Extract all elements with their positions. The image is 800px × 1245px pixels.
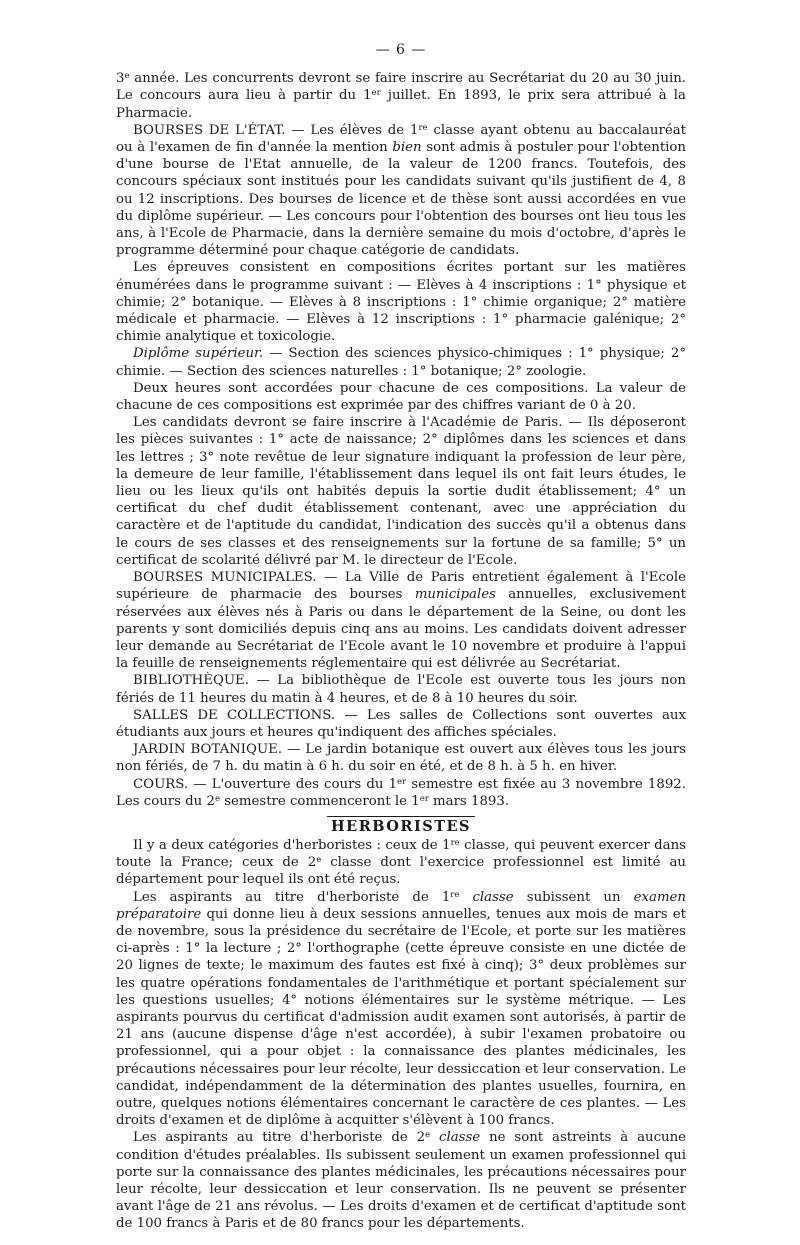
text-run: classe ayant obtenu au baccalauréat ou à l'examen de fin d'année la mention <box>116 122 686 156</box>
page-number: — 6 — <box>375 42 427 58</box>
text-run: JARDIN BOTANIQUE. — Le jardin botanique est ouvert aux élèves tous les jours non fériés, de 7 h. du matin à 6 h. du soir en été, et de 8 h. à 5 h. en hiver. <box>116 742 686 775</box>
section-herboristes <box>116 837 686 1233</box>
paragraph <box>116 70 686 122</box>
text-run: année. Les concurrents devront se faire inscrire au Secrétariat du 20 au 30 juin. Le concours aura lieu à partir du 1 <box>116 71 686 104</box>
superscript: er <box>371 88 381 99</box>
text-run: juillet. En 1893, le prix sera attribué à la Pharmacie. <box>116 88 686 121</box>
superscript: er <box>397 776 407 787</box>
italic-text: classe <box>472 889 514 905</box>
text-run: Deux heures sont accordées pour chacune de ces compositions. La valeur de chacune de ces compositions est exprimée par des chiffres variant de 0 à 20. <box>116 380 686 414</box>
paragraph <box>116 569 686 672</box>
document-page <box>116 42 686 1233</box>
text-run: annuelles, exclusivement réservées aux élèves nés à Paris ou dans le département de la Seine, ou dont les parents y sont domiciliés depuis cinq ans au moins. Les candidats doivent adresser leur demande au Secrétariat de l'Ecole avant le 10 novembre et produire à l'appui la feuille de renseignements réglementaire qui est délivrée au Secrétariat. <box>116 587 686 672</box>
superscript: e <box>214 793 220 804</box>
paragraph <box>116 837 686 889</box>
italic-text: Diplôme supérieur. <box>133 346 264 362</box>
text-run: BIBLIOTHÈQUE. — La bibliothèque de l'Ecole est ouverte tous les jours non fériés de 11 heures du matin à 4 heures, et de 8 à 10 heures du soir. <box>116 673 686 706</box>
italic-text: classe <box>439 1130 481 1146</box>
paragraph <box>116 414 686 569</box>
paragraph <box>116 122 686 260</box>
text-run: Les aspirants au titre d'herboriste de 1 <box>133 889 451 905</box>
superscript: er <box>419 793 429 804</box>
italic-text: bien <box>392 140 422 156</box>
text-run: Les épreuves consistent en compositions écrites portant sur les matières énumérées dans le programme suivant : — Elèves à 4 inscriptions : 1° physique et chimie; 2° botanique. — Elèves à 8 inscriptions : 1° chimie organique; 2° matière médicale et pharmacie. — Elèves à 12 inscriptions : 1° pharmacie galénique; 2° chimie analytique et toxicologie. <box>116 260 686 345</box>
text-run: subissent un <box>513 889 634 905</box>
text-run <box>430 1130 439 1145</box>
paragraph <box>116 259 686 345</box>
italic-text: municipales <box>414 587 496 603</box>
superscript: e <box>425 1130 431 1141</box>
paragraph <box>116 345 686 379</box>
text-run: semestre commenceront le 1 <box>219 793 420 809</box>
superscript: re <box>450 889 460 900</box>
paragraph <box>116 380 686 414</box>
superscript: re <box>450 837 460 848</box>
text-run: SALLES DE COLLECTIONS. — Les salles de Collections sont ouvertes aux étudiants aux jours et heures qu'indiquent des affiches spéciales. <box>116 707 686 740</box>
text-run: 3 <box>116 71 125 87</box>
text-run: qui donne lieu à deux sessions annuelles, tenues aux mois de mars et de novembre, sous la présidence du secrétaire de l'Ecole, et porte sur les matières ci-après : 1° la lecture ; 2° l'orthographe (cette épreuve consiste en une dictée de 20 lignes de texte; le maximum des fautes est fixé à cinq); 3° deux problèmes sur les quatre opérations fondamentales de l'arithmétique et portant spécialement sur les questions usuelles; 4° notions élémentaires sur le système métrique. — Les aspirants pourvus du certificat d'admission audit examen sont autorisés, à partir de 21 ans (aucune dispense d'âge n'est accordée), à subir l'examen probatoire ou professionnel, qui a pour objet : la connaissance des plantes médicinales, les précautions nécessaires pour leur récolte, leur dessiccation et leur conservation. Le candidat, indépendamment de la détermination des plantes usuelles, fournira, en outre, quelques notions élémentaires concernant le caractère de ces plantes. — Les droits d'examen et de diplôme à acquitter s'élèvent à 100 francs. <box>116 906 686 1129</box>
paragraph <box>116 776 686 810</box>
section-heading <box>116 818 686 835</box>
text-run: mars 1893. <box>428 793 510 809</box>
section-heading-text: HERBORISTES <box>327 816 475 835</box>
text-run: classe, qui peuvent exercer dans toute la France; ceux de 2 <box>116 837 686 871</box>
text-run: Il y a deux catégories d'herboristes : ceux de 1 <box>133 837 451 853</box>
text-run: classe dont l'exercice professionnel est limité au département pour lequel ils ont été reçus. <box>116 855 686 888</box>
text-run: ne sont astreints à aucune condition d'études préalables. Ils subissent seulement un examen professionnel qui porte sur la connaissance des plantes médicinales, les précautions nécessaires pour leur récolte, leur dessiccation et leur conservation. Ils ne peuvent se présenter avant l'âge de 21 ans révolus. — Les droits d'examen et de certificat d'aptitude sont de 100 francs à Paris et de 80 francs pour les départements. <box>116 1130 687 1232</box>
section-school-info <box>116 70 686 810</box>
text-run: COURS. — L'ouverture des cours du 1 <box>133 776 398 792</box>
text-run: semestre est fixée au 3 novembre 1892. Les cours du 2 <box>116 776 686 809</box>
paragraph <box>116 1129 686 1232</box>
text-run: BOURSES DE L'ÉTAT. — Les élèves de 1 <box>133 122 419 138</box>
superscript: e <box>124 71 130 82</box>
text-run: sont admis à postuler pour l'obtention d'une bourse de l'Etat annuelle, de la valeur de 1200 francs. Toutefois, des concours spéciaux sont institués pour les candidats suivant qu'ils justifient de 4, 8 ou 12 inscriptions. Des bourses de licence et de thèse sont aussi accordées en vue du diplôme supérieur. — Les concours pour l'obtention des bourses ont lieu tous les ans, à l'Ecole de Pharmacie, dans la dernière semaine du mois d'octobre, d'après le programme déterminé pour chaque catégorie de candidats. <box>116 140 686 259</box>
text-run <box>459 890 472 905</box>
italic-text: examen préparatoire <box>116 889 686 922</box>
text-run: — Section des sciences physico-chimiques : 1° physique; 2° chimie. — Section des sciences naturelles : 1° botanique; 2° zoologie. <box>116 346 686 379</box>
paragraph <box>116 672 686 706</box>
paragraph <box>116 889 686 1130</box>
paragraph <box>116 707 686 741</box>
paragraph <box>116 741 686 775</box>
superscript: e <box>316 855 322 866</box>
text-run: BOURSES MUNICIPALES. — La Ville de Paris entretient également à l'Ecole supérieure de pharmacie des bourses <box>116 570 686 603</box>
text-run: Les candidats devront se faire inscrire à l'Académie de Paris. — Ils déposeront les pièces suivantes : 1° acte de naissance; 2° diplômes dans les sciences et dans les lettres ; 3° note revêtue de leur signature indiquant la profession de leur père, la demeure de leur famille, l'établissement dans lequel ils ont fait leurs études, le lieu ou les lieux qu'ils ont habités depuis la sortie dudit établissement; 4° un certificat du chef dudit établissement contenant, avec une appréciation du caractère et de l'aptitude du candidat, l'indication des succès qu'il a obtenus dans le cours de ses classes et des renseignements sur la fortune de sa famille; 5° un certificat de scolarité délivré par M. le directeur de l'Ecole. <box>116 415 686 568</box>
superscript: re <box>418 122 428 133</box>
text-run: Les aspirants au titre d'herboriste de 2 <box>133 1130 426 1146</box>
